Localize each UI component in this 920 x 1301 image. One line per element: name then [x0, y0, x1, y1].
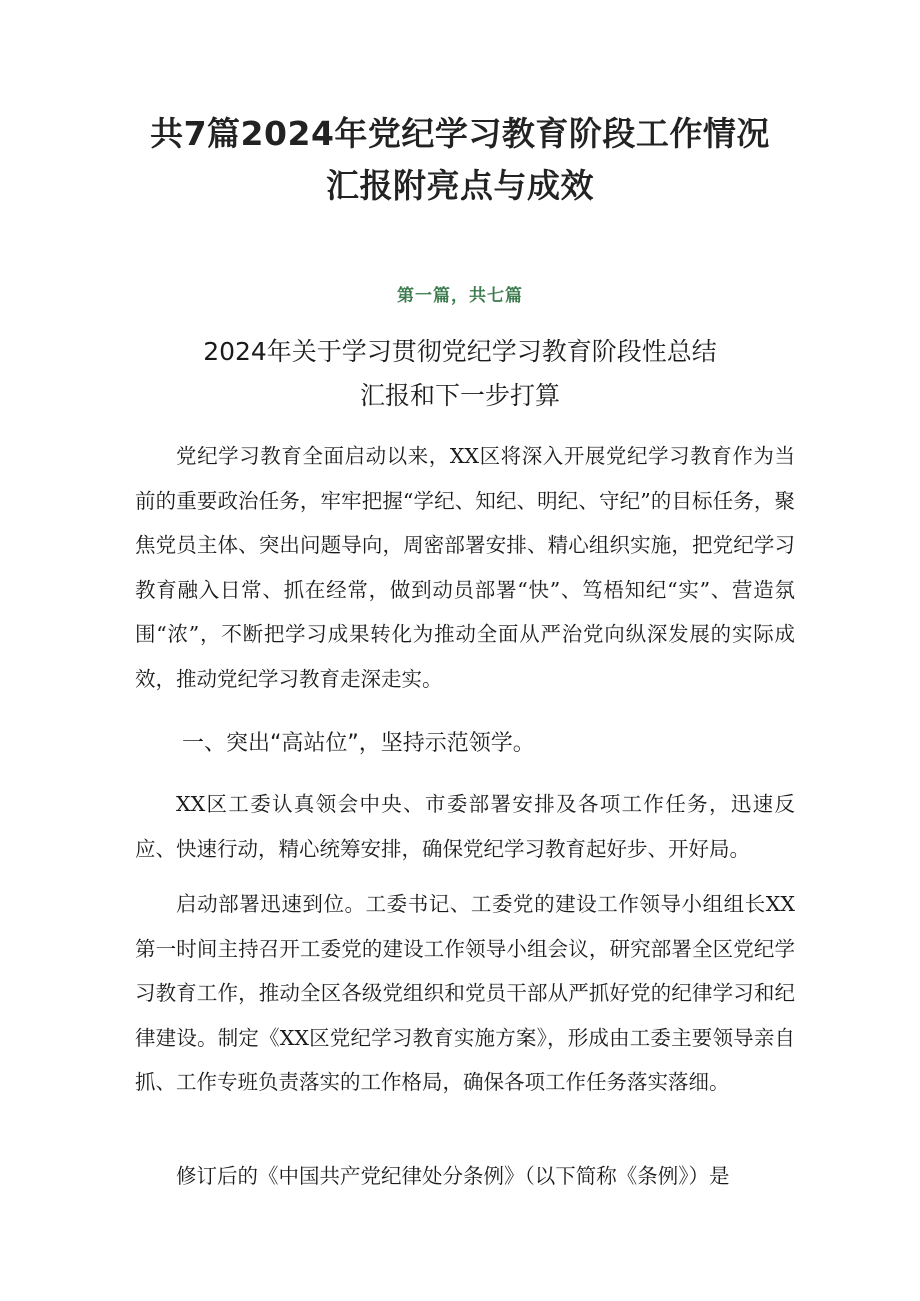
- title-line-2: 汇报附亮点与成效: [326, 166, 594, 205]
- document-title: [0, 108, 920, 212]
- part-label: 第一篇，共七篇: [397, 286, 523, 306]
- article-title-line-1: 2024年关于学习贯彻党纪学习教育阶段性总结: [203, 337, 717, 366]
- title-line-1: 共7篇2024年党纪学习教育阶段工作情况: [150, 114, 770, 153]
- paragraph-4: 修订后的《中国共产党纪律处分条例》（以下简称《条例》）是: [176, 1164, 730, 1188]
- article-title: [0, 330, 920, 418]
- section-heading-1: 一、突出“高站位”，坚持示范领学。: [182, 731, 535, 756]
- paragraph-2: XX区工委认真领会中央、市委部署安排及各项工作任务，迅速反应、快速行动，精心统筹安排，确保党纪学习教育起好步、开好局。: [135, 792, 795, 861]
- article-title-line-2: 汇报和下一步打算: [359, 381, 560, 410]
- paragraph-intro: 党纪学习教育全面启动以来，XX区将深入开展党纪学习教育作为当前的重要政治任务，牢牢把握“学纪、知纪、明纪、守纪”的目标任务，聚焦党员主体、突出问题导向，周密部署安排、精心组织实施，把党纪学习教育融入日常、抓在经常，做到动员部署“快”、笃梧知纪“实”、营造氛围“浓”，不断把学习成果转化为推动全面从严治党向纵深发展的实际成效，推动党纪学习教育走深走实。: [135, 444, 795, 691]
- paragraph-3: 启动部署迅速到位。工委书记、工委党的建设工作领导小组组长XX第一时间主持召开工委党的建设工作领导小组会议，研究部署全区党纪学习教育工作，推动全区各级党组织和党员干部从严抓好党的纪律学习和纪律建设。制定《XX区党纪学习教育实施方案》，形成由工委主要领导亲自抓、工作专班负责落实的工作格局，确保各项工作任务落实落细。: [135, 892, 795, 1094]
